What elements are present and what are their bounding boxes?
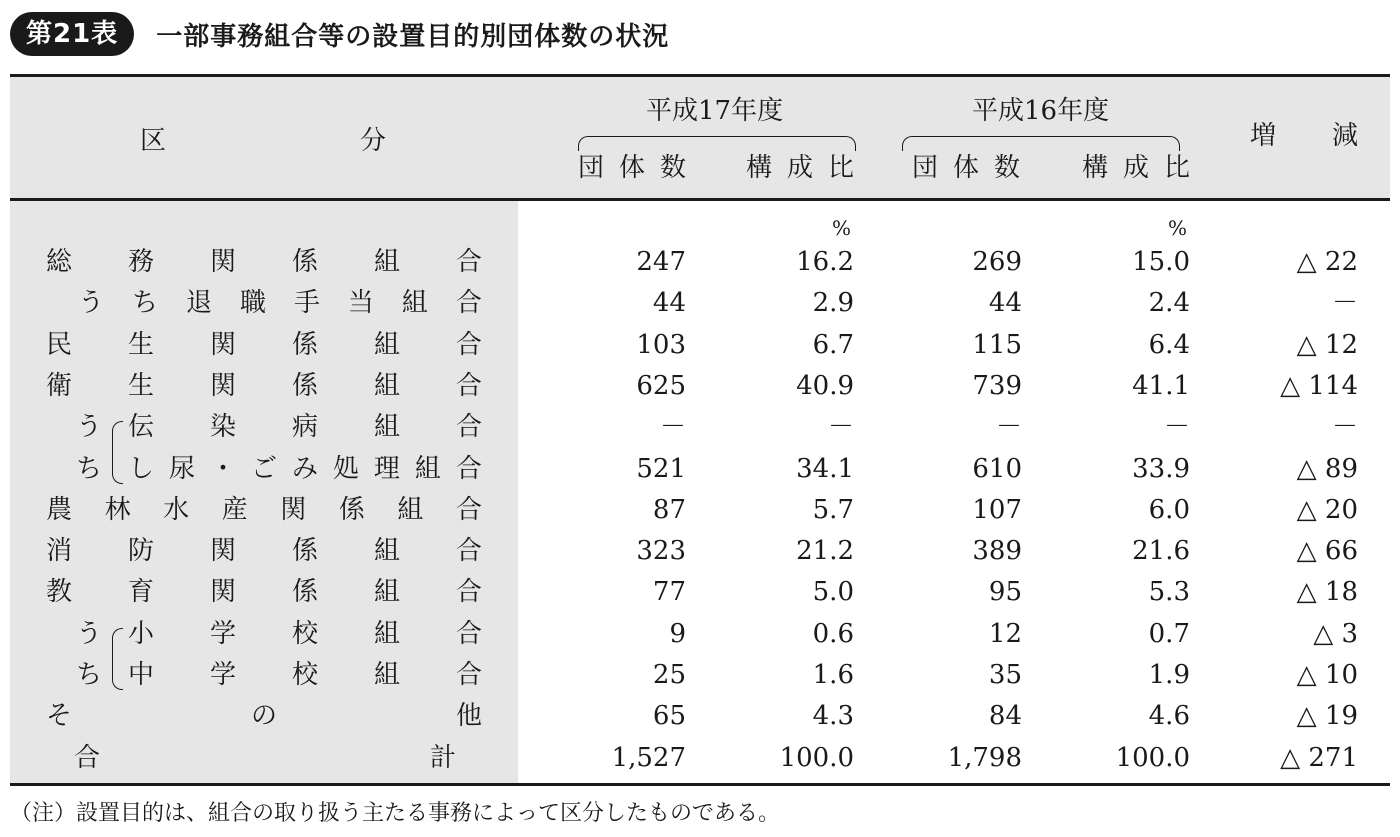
cell-change: △ 22: [1296, 247, 1358, 277]
row-label-char: 学: [209, 618, 236, 649]
row-label-char: 合: [455, 536, 482, 567]
row-label-char: 合: [455, 660, 482, 690]
cell-change: △ 66: [1296, 536, 1358, 567]
percent-sign-16: %: [1168, 216, 1188, 240]
row-label-char: 関: [209, 370, 236, 401]
cell-r17: 5.7: [812, 494, 854, 525]
row-label-char: 係: [291, 329, 318, 360]
table-title: 一部事務組合等の設置目的別団体数の状況: [156, 21, 670, 52]
row-label-char: 病: [291, 412, 318, 443]
cell-change: △ 12: [1296, 329, 1358, 360]
cell-c16: 269: [972, 247, 1022, 277]
cell-r16: 6.0: [1148, 494, 1190, 525]
row-label-char: 他: [455, 701, 482, 732]
row-label-char: 合: [74, 742, 101, 773]
header-ratio-16: [1082, 152, 1190, 184]
row-label-char: 組: [401, 288, 428, 319]
row-label-char: 合: [455, 412, 482, 443]
row-label-char: 退: [185, 288, 212, 319]
char: 体: [952, 153, 979, 183]
cell-c17: 103: [636, 329, 686, 360]
row-label-char: 組: [397, 494, 424, 525]
footnote: （注）設置目的は、組合の取り扱う主たる事務によって区分したものである。: [10, 801, 781, 826]
cell-r17: 0.6: [812, 618, 854, 649]
cell-r17: 21.2: [796, 536, 854, 567]
cell-r17: 1.6: [812, 660, 854, 690]
cell-c17: 323: [636, 536, 686, 567]
row-label-char: 関: [209, 329, 236, 360]
cell-c17: 247: [636, 247, 686, 277]
header-year17: 平成17年度: [646, 96, 784, 126]
char: 数: [659, 153, 686, 183]
bottom-rule: [10, 783, 1390, 786]
cell-c16: －: [995, 412, 1022, 443]
row-label: [46, 494, 482, 526]
cell-r17: 16.2: [796, 247, 854, 277]
char: 比: [827, 153, 854, 183]
row-label-char: 関: [280, 494, 307, 525]
row-label-char: 係: [291, 370, 318, 401]
cell-r16: 21.6: [1132, 536, 1190, 567]
data-table: [10, 74, 1390, 786]
row-label-char: 職: [239, 288, 266, 319]
row-label-char: 産: [221, 494, 248, 525]
cell-c17: 65: [652, 701, 686, 732]
cell-change: －: [1331, 412, 1358, 443]
cell-r16: 6.4: [1148, 329, 1190, 360]
row-label-char: 衛: [46, 370, 73, 401]
row-label-char: し: [128, 453, 155, 484]
cell-r16: 2.4: [1148, 288, 1190, 319]
char: 構: [1082, 153, 1109, 183]
row-label-char: 合: [455, 453, 482, 484]
cell-r17: 100.0: [779, 742, 854, 773]
cell-c17: 521: [636, 453, 686, 484]
cell-change: △ 271: [1280, 742, 1358, 773]
grouping-brace: [112, 421, 123, 484]
cell-c16: 35: [988, 660, 1022, 690]
row-label-char: 生: [127, 370, 154, 401]
grouping-brace: [112, 628, 123, 691]
char: 成: [786, 153, 813, 183]
row-label-char: の: [250, 701, 277, 732]
cell-c17: 625: [636, 370, 686, 401]
row-label: [46, 700, 482, 732]
cell-r16: 15.0: [1132, 247, 1190, 277]
row-label-char: 関: [209, 536, 236, 567]
row-label: [128, 453, 482, 485]
row-label-char: 係: [291, 577, 318, 608]
cell-c16: 389: [972, 536, 1022, 567]
table-number-badge: 第21表: [10, 12, 134, 56]
row-label-char: 計: [429, 742, 456, 773]
percent-sign-17: %: [832, 216, 852, 240]
cell-change: △ 3: [1313, 618, 1358, 649]
row-label-char: う: [78, 288, 105, 319]
char: 成: [1122, 153, 1149, 183]
cell-c16: 12: [988, 618, 1022, 649]
row-uchi-char: ち: [76, 660, 103, 690]
cell-c17: 77: [652, 577, 686, 608]
row-label: [78, 287, 482, 319]
header-category-2: 分: [360, 126, 387, 156]
row-label-char: 合: [455, 577, 482, 608]
row-label: [128, 411, 482, 443]
row-label: [46, 576, 482, 608]
row-label: [46, 370, 482, 402]
row-label-char: 教: [46, 577, 73, 608]
header-count-16: [912, 152, 1020, 184]
char: 比: [1163, 153, 1190, 183]
row-uchi-char: う: [76, 412, 103, 443]
row-label-char: 防: [127, 536, 154, 567]
cell-c17: 44: [652, 288, 686, 319]
row-label-char: ・: [209, 453, 236, 484]
header-ratio-17: [746, 152, 854, 184]
cell-r16: 33.9: [1132, 453, 1190, 484]
row-label-char: 組: [373, 370, 400, 401]
brace-year17: [578, 136, 856, 151]
row-label-char: 校: [291, 618, 318, 649]
row-label-char: 染: [209, 412, 236, 443]
header-change: [1250, 120, 1358, 152]
row-label-char: 生: [127, 329, 154, 360]
row-label-char: 育: [127, 577, 154, 608]
row-label-char: 合: [455, 494, 482, 525]
cell-change: △ 20: [1296, 494, 1358, 525]
cell-c16: 115: [972, 329, 1022, 360]
char: 団: [578, 153, 605, 183]
cell-r17: 6.7: [812, 329, 854, 360]
cell-change: △ 19: [1296, 701, 1358, 732]
row-label-char: 校: [291, 660, 318, 690]
row-label-char: 尿: [168, 453, 195, 484]
row-label-char: 林: [104, 494, 131, 525]
row-label-char: 組: [373, 329, 400, 360]
row-label-char: 中: [128, 660, 155, 690]
row-label-char: そ: [46, 701, 73, 732]
cell-c17: －: [659, 412, 686, 443]
row-label: [46, 535, 482, 567]
char: 構: [746, 153, 773, 183]
cell-c16: 610: [972, 453, 1022, 484]
row-label-char: 水: [163, 494, 190, 525]
cell-r17: 40.9: [796, 370, 854, 401]
cell-c16: 739: [972, 370, 1022, 401]
row-uchi-char: う: [76, 618, 103, 649]
char: 団: [912, 153, 939, 183]
row-label-char: 小: [128, 618, 155, 649]
row-label-char: 合: [455, 618, 482, 649]
cell-c16: 1,798: [947, 742, 1022, 773]
row-label-char: 務: [127, 247, 154, 277]
row-uchi-char: ち: [76, 453, 103, 484]
row-label-char: 合: [455, 329, 482, 360]
row-label: [128, 618, 482, 650]
cell-change: △ 10: [1296, 660, 1358, 690]
top-rule: [10, 74, 1390, 77]
row-label-char: 当: [347, 288, 374, 319]
header-rule: [10, 198, 1390, 201]
cell-c17: 1,527: [611, 742, 686, 773]
cell-r16: 41.1: [1132, 370, 1190, 401]
row-label: [74, 742, 456, 774]
title-row: [10, 12, 669, 56]
cell-change: △ 114: [1280, 370, 1358, 401]
cell-c16: 84: [988, 701, 1022, 732]
row-label-char: 係: [291, 247, 318, 277]
header-count-17: [578, 152, 686, 184]
row-label-char: 関: [209, 247, 236, 277]
row-label-char: 処: [332, 453, 359, 484]
row-label-char: 組: [373, 618, 400, 649]
row-label-char: 農: [46, 494, 73, 525]
row-label-char: 組: [373, 412, 400, 443]
row-label-char: 組: [414, 453, 441, 484]
char: 数: [993, 153, 1020, 183]
row-label-char: 関: [209, 577, 236, 608]
row-label: [128, 659, 482, 691]
header-year16: 平成16年度: [972, 96, 1110, 126]
cell-change: △ 89: [1296, 453, 1358, 484]
char: 体: [618, 153, 645, 183]
cell-change: △ 18: [1296, 577, 1358, 608]
row-label-char: 係: [291, 536, 318, 567]
row-label-char: 合: [455, 370, 482, 401]
cell-r16: 5.3: [1148, 577, 1190, 608]
row-label-char: 総: [46, 247, 73, 277]
cell-c16: 44: [988, 288, 1022, 319]
cell-r16: 0.7: [1148, 618, 1190, 649]
row-label-char: 伝: [128, 412, 155, 443]
cell-c17: 87: [652, 494, 686, 525]
char: 増: [1250, 121, 1277, 151]
cell-r16: 100.0: [1115, 742, 1190, 773]
cell-c16: 95: [988, 577, 1022, 608]
row-label-char: 理: [373, 453, 400, 484]
row-label-char: 組: [373, 660, 400, 690]
cell-r16: 4.6: [1148, 701, 1190, 732]
row-label-char: ち: [131, 288, 158, 319]
row-label-char: ご: [250, 453, 277, 484]
cell-r17: 5.0: [812, 577, 854, 608]
row-label-char: 消: [46, 536, 73, 567]
cell-r16: 1.9: [1148, 660, 1190, 690]
char: 減: [1331, 121, 1358, 151]
cell-r16: －: [1163, 412, 1190, 443]
row-label: [46, 329, 482, 361]
cell-r17: 4.3: [812, 701, 854, 732]
cell-r17: －: [827, 412, 854, 443]
row-label-char: み: [291, 453, 318, 484]
row-label-char: 組: [373, 577, 400, 608]
brace-year16: [902, 136, 1180, 151]
row-label-char: 学: [209, 660, 236, 690]
cell-c17: 9: [669, 618, 686, 649]
row-label-char: 手: [293, 288, 320, 319]
row-label-char: 合: [455, 288, 482, 319]
row-label-char: 係: [338, 494, 365, 525]
row-label-char: 組: [373, 536, 400, 567]
cell-c17: 25: [652, 660, 686, 690]
cell-r17: 2.9: [812, 288, 854, 319]
row-label: [46, 246, 482, 278]
cell-c16: 107: [972, 494, 1022, 525]
cell-change: －: [1331, 288, 1358, 319]
header-category-1: 区: [140, 126, 167, 156]
cell-r17: 34.1: [796, 453, 854, 484]
row-label-char: 民: [46, 329, 73, 360]
row-label-char: 合: [455, 247, 482, 277]
row-label-char: 組: [373, 247, 400, 277]
